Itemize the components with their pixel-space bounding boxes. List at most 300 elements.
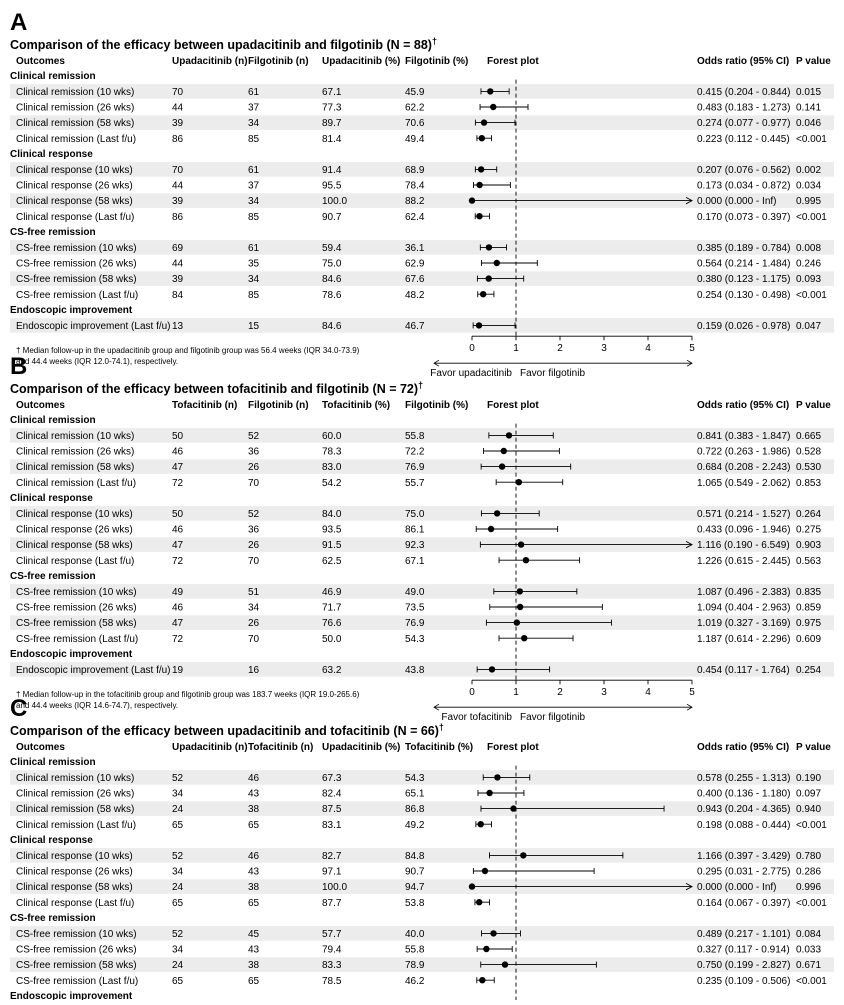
cell-pct-group2: 78.4 [405,180,425,192]
cell-n-group2: 61 [248,87,260,98]
p-value-text: 0.530 [796,462,822,474]
outcome-label: Clinical response (10 wks) [16,509,133,520]
panel-letter: A [10,9,28,36]
p-value-text: 0.254 [796,665,822,676]
point-estimate [476,899,482,905]
cell-pct-group1: 67.1 [322,87,342,98]
odds-ratio-text: 0.000 (0.000 - Inf) [697,196,777,208]
cell-n-group1: 34 [172,866,184,878]
point-estimate [483,946,489,952]
x-tick-label: 4 [645,687,651,699]
cell-n-group2: 70 [248,555,260,567]
cell-pct-group2: 67.1 [405,555,425,567]
odds-ratio-text: 1.116 (0.190 - 6.549) [697,540,790,552]
cell-n-group2: 70 [248,633,260,645]
cell-n-group2: 15 [248,321,260,332]
point-estimate [478,166,484,172]
p-value-text: <0.001 [796,897,827,909]
header-column: Upadacitinib (n) [172,742,248,753]
odds-ratio-text: 0.170 (0.073 - 0.397) [697,211,791,223]
x-tick-label: 2 [557,687,563,699]
point-estimate [488,526,494,532]
header-column: Tofacitinib (%) [405,742,474,753]
odds-ratio-text: 0.000 (0.000 - Inf) [697,882,777,894]
cell-n-group1: 24 [172,960,184,972]
p-value-text: 0.141 [796,102,822,114]
outcome-label: Clinical remission (Last f/u) [16,133,137,145]
outcome-label: CS-free remission (10 wks) [16,243,137,254]
p-value-text: 0.275 [796,524,822,536]
p-value-text: <0.001 [796,975,827,987]
cell-n-group1: 49 [172,587,184,598]
cell-n-group2: 26 [248,540,260,552]
cell-n-group2: 38 [248,804,260,816]
group-header: CS-free remission [10,913,96,924]
p-value-text: <0.001 [796,819,827,831]
outcome-label: Clinical remission (Last f/u) [16,477,137,489]
outcome-label: Clinical response (58 wks) [16,196,133,208]
cell-pct-group1: 83.3 [322,960,342,972]
odds-ratio-text: 0.943 (0.204 - 4.365) [697,804,791,816]
p-value-text: 0.853 [796,477,822,489]
outcome-label: Clinical remission (10 wks) [16,773,135,784]
outcome-label: Clinical response (26 wks) [16,866,133,878]
outcome-label: Endoscopic improvement (Last f/u) [16,665,171,676]
cell-n-group1: 86 [172,211,184,223]
point-estimate [476,182,482,188]
header-odds-ratio: Odds ratio (95% CI) [697,56,790,67]
point-estimate [517,588,523,594]
cell-pct-group1: 84.0 [322,509,342,520]
cell-n-group2: 61 [248,165,260,176]
group-header: Clinical response [10,493,93,504]
cell-n-group1: 24 [172,882,184,894]
outcome-label: Clinical remission (26 wks) [16,102,135,114]
odds-ratio-text: 0.433 (0.096 - 1.946) [697,524,791,536]
cell-n-group1: 39 [172,274,184,286]
cell-n-group1: 47 [172,462,184,474]
cell-n-group1: 70 [172,87,184,98]
group-header: Endoscopic improvement [10,991,133,1000]
cell-n-group2: 46 [248,851,260,862]
panel-title [10,36,437,52]
p-value-text: 0.903 [796,540,822,552]
header-column: Filgotinib (%) [405,56,469,67]
cell-n-group2: 35 [248,258,260,270]
point-estimate [499,463,505,469]
cell-pct-group1: 46.9 [322,587,342,598]
cell-pct-group2: 55.7 [405,477,425,489]
cell-pct-group2: 54.3 [405,633,425,645]
cell-pct-group1: 83.0 [322,462,342,474]
cell-n-group2: 26 [248,618,260,630]
cell-n-group1: 70 [172,165,184,176]
x-tick-label: 1 [513,687,519,699]
cell-n-group1: 52 [172,929,184,940]
x-tick-label: 5 [689,343,695,355]
cell-pct-group2: 73.5 [405,602,425,614]
point-estimate [514,619,520,625]
point-estimate [469,197,475,203]
odds-ratio-text: 0.564 (0.214 - 1.484) [697,258,791,270]
cell-pct-group2: 36.1 [405,243,425,254]
cell-pct-group1: 82.7 [322,851,342,862]
cell-pct-group2: 76.9 [405,462,425,474]
panel-dagger: † [418,380,424,390]
cell-pct-group1: 81.4 [322,133,342,145]
x-tick-label: 1 [513,343,519,355]
p-value-text: <0.001 [796,133,827,145]
cell-pct-group2: 84.8 [405,851,425,862]
header-p-value: P value [796,56,831,67]
cell-pct-group2: 49.2 [405,819,425,831]
x-tick-label: 4 [645,343,651,355]
cell-pct-group1: 90.7 [322,211,342,223]
cell-n-group2: 51 [248,587,260,598]
cell-n-group1: 46 [172,446,184,458]
cell-n-group1: 69 [172,243,184,254]
cell-pct-group1: 91.5 [322,540,342,552]
p-value-text: 0.033 [796,944,822,956]
cell-n-group1: 34 [172,944,184,956]
odds-ratio-text: 0.274 (0.077 - 0.977) [697,118,791,130]
cell-pct-group1: 79.4 [322,944,342,956]
cell-pct-group2: 45.9 [405,87,425,98]
cell-pct-group1: 67.3 [322,773,342,784]
header-forest-plot: Forest plot [487,56,539,67]
cell-pct-group2: 54.3 [405,773,425,784]
cell-n-group2: 36 [248,446,260,458]
cell-pct-group1: 87.7 [322,897,342,909]
point-estimate [501,448,507,454]
cell-pct-group2: 62.4 [405,211,425,223]
cell-pct-group2: 49.4 [405,133,425,145]
cell-pct-group2: 55.8 [405,431,425,442]
p-value-text: 0.264 [796,509,822,520]
favor-right-label: Favor filgotinib [520,368,586,380]
outcome-label: Clinical remission (10 wks) [16,87,135,98]
odds-ratio-text: 0.327 (0.117 - 0.914) [697,944,790,956]
cell-n-group1: 44 [172,102,184,114]
cell-n-group2: 46 [248,773,260,784]
odds-ratio-text: 1.226 (0.615 - 2.445) [697,555,791,567]
cell-pct-group2: 40.0 [405,929,425,940]
outcome-label: CS-free remission (10 wks) [16,587,137,598]
cell-n-group1: 86 [172,133,184,145]
cell-n-group1: 65 [172,897,184,909]
outcome-label: CS-free remission (58 wks) [16,274,137,286]
outcome-label: CS-free remission (26 wks) [16,944,137,956]
cell-pct-group1: 100.0 [322,882,348,894]
header-outcomes: Outcomes [16,56,65,67]
panel-dagger: † [438,722,444,732]
odds-ratio-text: 0.571 (0.214 - 1.527) [697,509,791,520]
cell-n-group2: 26 [248,462,260,474]
p-value-text: 0.528 [796,446,822,458]
panel-title-text: Comparison of the efficacy between upadacitinib and tofacitinib [10,724,390,738]
point-estimate [479,135,485,141]
cell-n-group1: 13 [172,321,184,332]
cell-pct-group2: 46.2 [405,975,425,987]
cell-pct-group1: 57.7 [322,929,342,940]
outcome-label: Clinical response (Last f/u) [16,555,135,567]
panel-title [10,722,444,738]
odds-ratio-text: 1.019 (0.327 - 3.169) [697,618,791,630]
cell-pct-group2: 92.3 [405,540,425,552]
p-value-text: 0.665 [796,431,822,442]
outcome-label: Clinical response (Last f/u) [16,897,135,909]
cell-pct-group1: 50.0 [322,633,342,645]
odds-ratio-text: 0.684 (0.208 - 2.243) [697,462,791,474]
odds-ratio-text: 0.164 (0.067 - 0.397) [697,897,791,909]
group-header: CS-free remission [10,227,96,238]
point-estimate [480,291,486,297]
outcome-label: Clinical response (10 wks) [16,851,133,862]
panel-n-label: (N = 88) [386,38,432,52]
cell-n-group2: 34 [248,118,260,130]
cell-pct-group1: 63.2 [322,665,342,676]
point-estimate [494,260,500,266]
cell-n-group1: 52 [172,851,184,862]
cell-pct-group2: 53.8 [405,897,425,909]
cell-pct-group2: 62.2 [405,102,425,114]
point-estimate [479,977,485,983]
odds-ratio-text: 0.489 (0.217 - 1.101) [697,929,791,940]
header-column: Filgotinib (n) [248,400,309,411]
cell-n-group2: 61 [248,243,260,254]
cell-n-group1: 52 [172,773,184,784]
point-estimate [523,557,529,563]
outcome-label: CS-free remission (26 wks) [16,258,137,270]
odds-ratio-text: 0.400 (0.136 - 1.180) [697,788,791,800]
header-column: Filgotinib (%) [405,400,469,411]
p-value-text: 0.563 [796,555,822,567]
point-estimate [476,213,482,219]
cell-pct-group1: 78.6 [322,289,342,301]
cell-n-group2: 43 [248,788,260,800]
outcome-label: CS-free remission (Last f/u) [16,633,139,645]
cell-pct-group1: 97.1 [322,866,342,878]
cell-pct-group2: 46.7 [405,321,425,332]
group-header: Clinical response [10,835,93,846]
odds-ratio-text: 0.173 (0.034 - 0.872) [697,180,791,192]
point-estimate [516,479,522,485]
outcome-label: Endoscopic improvement (Last f/u) [16,321,171,332]
cell-n-group2: 16 [248,665,260,676]
header-column: Tofacitinib (n) [172,400,238,411]
cell-pct-group2: 70.6 [405,118,425,130]
cell-n-group2: 34 [248,196,260,208]
p-value-text: 0.995 [796,196,822,208]
odds-ratio-text: 0.750 (0.199 - 2.827) [697,960,791,972]
p-value-text: 0.286 [796,866,822,878]
outcome-label: Clinical response (26 wks) [16,524,133,536]
cell-n-group2: 70 [248,477,260,489]
point-estimate [494,774,500,780]
p-value-text: <0.001 [796,211,827,223]
cell-pct-group1: 76.6 [322,618,342,630]
group-header: Clinical response [10,149,93,160]
cell-pct-group2: 78.9 [405,960,425,972]
panel-title-text: Comparison of the efficacy between tofacitinib and filgotinib [10,382,370,396]
odds-ratio-text: 0.841 (0.383 - 1.847) [697,431,791,442]
header-outcomes: Outcomes [16,742,65,753]
cell-pct-group1: 95.5 [322,180,342,192]
outcome-label: Clinical remission (26 wks) [16,446,135,458]
p-value-text: 0.671 [796,960,822,972]
odds-ratio-text: 0.385 (0.189 - 0.784) [697,243,791,254]
outcome-label: Clinical remission (Last f/u) [16,819,137,831]
cell-n-group1: 72 [172,555,184,567]
favor-right-label: Favor filgotinib [520,712,586,724]
header-p-value: P value [796,742,831,753]
p-value-text: 0.780 [796,851,822,862]
group-header: Endoscopic improvement [10,305,133,316]
header-outcomes: Outcomes [16,400,65,411]
cell-pct-group2: 76.9 [405,618,425,630]
cell-n-group1: 50 [172,509,184,520]
p-value-text: 0.008 [796,243,822,254]
panel-title-text: Comparison of the efficacy between upadacitinib and filgotinib [10,38,383,52]
point-estimate [481,119,487,125]
point-estimate [482,868,488,874]
group-header: Clinical remission [10,757,96,768]
cell-n-group2: 85 [248,133,260,145]
odds-ratio-text: 1.065 (0.549 - 2.062) [697,477,791,489]
x-tick-label: 3 [601,687,607,699]
cell-n-group2: 38 [248,882,260,894]
favor-left-label: Favor upadacitinib [430,368,512,380]
point-estimate [486,790,492,796]
odds-ratio-text: 0.380 (0.123 - 1.175) [697,274,791,286]
odds-ratio-text: 0.722 (0.263 - 1.986) [697,446,791,458]
cell-pct-group2: 62.9 [405,258,425,270]
cell-n-group1: 47 [172,618,184,630]
cell-pct-group1: 77.3 [322,102,342,114]
cell-n-group1: 50 [172,431,184,442]
point-estimate [502,961,508,967]
cell-pct-group2: 43.8 [405,665,425,676]
header-forest-plot: Forest plot [487,742,539,753]
header-column: Tofacitinib (%) [322,400,391,411]
cell-pct-group2: 49.0 [405,587,425,598]
cell-pct-group2: 68.9 [405,165,425,176]
footnote: † Median follow-up in the upadacitinib group and filgotinib group was 56.4 weeks (IQR 34.0-73.9) [16,346,360,356]
point-estimate [486,275,492,281]
header-column: Tofacitinib (n) [248,742,314,753]
odds-ratio-text: 0.235 (0.109 - 0.506) [697,975,791,987]
outcome-label: Clinical response (Last f/u) [16,211,135,223]
footnote: † Median follow-up in the tofacitinib group and filgotinib group was 183.7 weeks (IQR 19.0-265.6) [16,690,360,700]
odds-ratio-text: 1.166 (0.397 - 3.429) [697,851,791,862]
cell-n-group1: 65 [172,819,184,831]
group-header: Endoscopic improvement [10,649,133,660]
p-value-text: 0.034 [796,180,822,192]
outcome-label: CS-free remission (Last f/u) [16,975,139,987]
point-estimate [469,883,475,889]
cell-n-group1: 39 [172,118,184,130]
outcome-label: Clinical remission (58 wks) [16,462,135,474]
cell-n-group1: 84 [172,289,184,301]
p-value-text: 0.084 [796,929,822,940]
panel-letter: B [10,353,28,380]
header-odds-ratio: Odds ratio (95% CI) [697,400,790,411]
odds-ratio-text: 0.198 (0.088 - 0.444) [697,819,791,831]
favor-left-label: Favor tofacitinib [441,712,512,724]
cell-pct-group2: 67.6 [405,274,425,286]
cell-pct-group2: 55.8 [405,944,425,956]
panel-title [10,380,423,396]
outcome-label: CS-free remission (58 wks) [16,618,137,630]
odds-ratio-text: 0.207 (0.076 - 0.562) [697,165,791,176]
cell-pct-group1: 59.4 [322,243,342,254]
cell-n-group1: 72 [172,477,184,489]
cell-pct-group1: 75.0 [322,258,342,270]
header-odds-ratio: Odds ratio (95% CI) [697,742,790,753]
outcome-label: CS-free remission (26 wks) [16,602,137,614]
p-value-text: 0.609 [796,633,822,645]
point-estimate [490,930,496,936]
cell-n-group2: 37 [248,180,260,192]
outcome-label: CS-free remission (Last f/u) [16,289,139,301]
cell-pct-group2: 94.7 [405,882,425,894]
cell-pct-group2: 72.2 [405,446,425,458]
cell-pct-group1: 84.6 [322,321,342,332]
p-value-text: 0.190 [796,773,822,784]
odds-ratio-text: 0.415 (0.204 - 0.844) [697,87,791,98]
outcome-label: Clinical remission (58 wks) [16,118,135,130]
cell-pct-group2: 75.0 [405,509,425,520]
header-forest-plot: Forest plot [487,400,539,411]
panel-n-label: (N = 72) [372,382,419,396]
cell-pct-group1: 78.3 [322,446,342,458]
cell-n-group2: 37 [248,102,260,114]
group-header: Clinical remission [10,415,96,426]
panel-n-label: (N = 66) [393,724,439,738]
cell-n-group2: 85 [248,289,260,301]
outcome-label: Clinical response (58 wks) [16,540,133,552]
cell-n-group1: 46 [172,602,184,614]
cell-pct-group1: 83.1 [322,819,342,831]
cell-n-group2: 38 [248,960,260,972]
cell-n-group1: 46 [172,524,184,536]
odds-ratio-text: 0.295 (0.031 - 2.775) [697,866,791,878]
group-header: CS-free remission [10,571,96,582]
cell-n-group2: 43 [248,944,260,956]
cell-pct-group1: 100.0 [322,196,348,208]
cell-n-group2: 65 [248,819,260,831]
panel-letter: C [10,695,28,722]
odds-ratio-text: 0.223 (0.112 - 0.445) [697,133,790,145]
cell-n-group2: 36 [248,524,260,536]
cell-n-group2: 65 [248,897,260,909]
cell-n-group2: 52 [248,431,260,442]
cell-pct-group1: 54.2 [322,477,342,489]
cell-pct-group1: 93.5 [322,524,342,536]
footnote: and 44.4 weeks (IQR 12.0-74.1), respectively. [16,357,179,367]
header-column: Filgotinib (n) [248,56,309,67]
point-estimate [517,604,523,610]
odds-ratio-text: 1.187 (0.614 - 2.296) [697,633,791,645]
odds-ratio-text: 0.159 (0.026 - 0.978) [697,321,791,332]
p-value-text: 0.975 [796,618,822,630]
cell-n-group2: 34 [248,274,260,286]
point-estimate [506,432,512,438]
p-value-text: 0.859 [796,602,822,614]
cell-pct-group2: 86.8 [405,804,425,816]
header-p-value: P value [796,400,831,411]
p-value-text: 0.002 [796,165,822,176]
